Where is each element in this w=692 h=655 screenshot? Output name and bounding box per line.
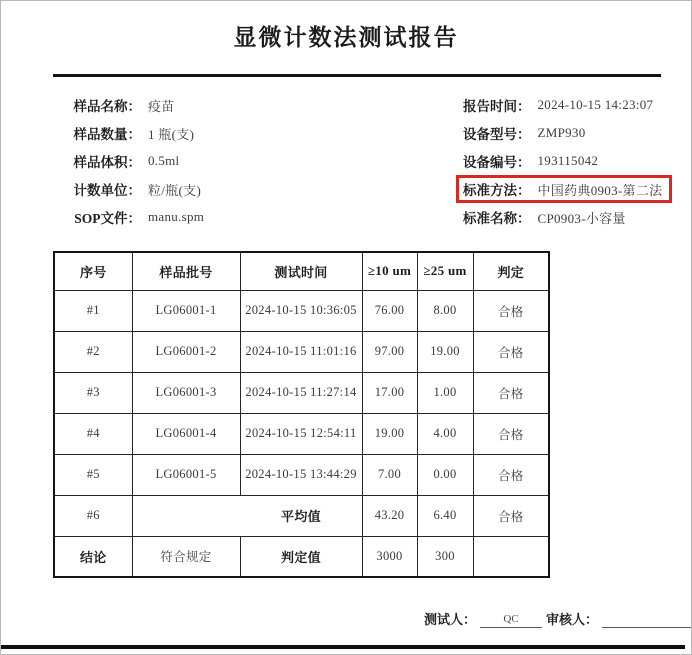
top-divider bbox=[53, 74, 661, 77]
meta-row-standard-name bbox=[463, 203, 672, 231]
cell-no: #3 bbox=[54, 372, 132, 413]
table-header-row bbox=[54, 252, 549, 290]
sop-file-value: manu.spm bbox=[148, 209, 205, 224]
standard-name-value: CP0903-小容量 bbox=[537, 210, 626, 226]
meta-row-standard-method bbox=[463, 175, 672, 203]
cell-result: 合格 bbox=[473, 290, 549, 331]
cell-no: #6 bbox=[54, 495, 132, 536]
cell-ge25: 4.00 bbox=[417, 413, 473, 454]
reviewer-label: 审核人： bbox=[546, 612, 599, 627]
cell-result: 合格 bbox=[473, 495, 549, 536]
col-header-test-time: 测试时间 bbox=[240, 252, 362, 290]
count-unit-value: 粒/瓶(支) bbox=[148, 182, 202, 198]
table-row bbox=[54, 290, 549, 331]
cell-ge10: 43.20 bbox=[362, 495, 417, 536]
cell-ge25: 19.00 bbox=[417, 331, 473, 372]
sample-quantity-label: 样品数量： bbox=[73, 127, 141, 142]
device-model-value: ZMP930 bbox=[537, 125, 586, 140]
bottom-divider bbox=[1, 645, 685, 649]
count-unit-label: 计数单位： bbox=[73, 183, 141, 198]
col-header-ge10um: ≥10 um bbox=[362, 252, 417, 290]
cell-batch: LG06001-4 bbox=[132, 413, 240, 454]
col-header-index: 序号 bbox=[54, 252, 132, 290]
cell-batch: LG06001-5 bbox=[132, 454, 240, 495]
cell-time: 2024-10-15 10:36:05 bbox=[240, 290, 362, 331]
meta-row-sop-file bbox=[53, 203, 204, 231]
meta-row-report-time bbox=[463, 91, 672, 119]
cell-ge10: 76.00 bbox=[362, 290, 417, 331]
meta-right-column bbox=[463, 91, 672, 231]
cell-time: 2024-10-15 11:01:16 bbox=[240, 331, 362, 372]
col-header-judgement: 判定 bbox=[473, 252, 549, 290]
cell-result: 合格 bbox=[473, 454, 549, 495]
sample-name-label: 样品名称： bbox=[73, 99, 141, 114]
cell-time: 2024-10-15 13:44:29 bbox=[240, 454, 362, 495]
sop-file-label: SOP文件： bbox=[74, 211, 141, 226]
cell-ge10: 7.00 bbox=[362, 454, 417, 495]
table-average-row bbox=[54, 495, 549, 536]
sample-volume-value: 0.5ml bbox=[148, 153, 180, 168]
cell-result: 合格 bbox=[473, 372, 549, 413]
cell-result: 合格 bbox=[473, 413, 549, 454]
meta-row-count-unit bbox=[53, 175, 204, 203]
table-row bbox=[54, 454, 549, 495]
table-row bbox=[54, 413, 549, 454]
standard-name-label: 标准名称： bbox=[463, 211, 531, 226]
tester-signature-line: QC bbox=[480, 612, 542, 628]
table-row bbox=[54, 331, 549, 372]
cell-no: #1 bbox=[54, 290, 132, 331]
results-table bbox=[53, 251, 550, 578]
cell-average-label: 平均值 bbox=[132, 495, 362, 536]
reviewer-signature-line bbox=[602, 612, 692, 628]
table-conclusion-row bbox=[54, 536, 549, 577]
cell-no: #2 bbox=[54, 331, 132, 372]
cell-ge10: 19.00 bbox=[362, 413, 417, 454]
standard-method-label: 标准方法： bbox=[463, 183, 531, 198]
cell-conclusion-header: 结论 bbox=[54, 536, 132, 577]
col-header-batch: 样品批号 bbox=[132, 252, 240, 290]
cell-result: 合格 bbox=[473, 331, 549, 372]
sample-name-value: 疫苗 bbox=[148, 98, 175, 114]
sample-volume-label: 样品体积： bbox=[73, 155, 141, 170]
standard-method-value: 中国药典0903-第二法 bbox=[537, 182, 663, 198]
tester-label: 测试人： bbox=[424, 612, 477, 627]
meta-row-sample-name bbox=[53, 91, 204, 119]
meta-row-sample-quantity bbox=[53, 119, 204, 147]
device-serial-label: 设备编号： bbox=[463, 155, 531, 170]
cell-ge25: 0.00 bbox=[417, 454, 473, 495]
cell-ge10-limit: 3000 bbox=[362, 536, 417, 577]
page-title: 显微计数法测试报告 bbox=[233, 25, 459, 50]
device-serial-value: 193115042 bbox=[537, 153, 599, 168]
meta-row-device-model bbox=[463, 119, 672, 147]
cell-conclusion-value: 符合规定 bbox=[132, 536, 240, 577]
meta-row-device-serial bbox=[463, 147, 672, 175]
cell-no: #4 bbox=[54, 413, 132, 454]
cell-batch: LG06001-3 bbox=[132, 372, 240, 413]
table-row bbox=[54, 372, 549, 413]
meta-row-sample-volume bbox=[53, 147, 204, 175]
sample-quantity-value: 1 瓶(支) bbox=[148, 126, 195, 142]
cell-ge25: 1.00 bbox=[417, 372, 473, 413]
cell-time: 2024-10-15 12:54:11 bbox=[240, 413, 362, 454]
cell-ge25-limit: 300 bbox=[417, 536, 473, 577]
cell-judgement-label: 判定值 bbox=[240, 536, 362, 577]
cell-ge25: 8.00 bbox=[417, 290, 473, 331]
cell-empty bbox=[473, 536, 549, 577]
cell-no: #5 bbox=[54, 454, 132, 495]
meta-left-column bbox=[53, 91, 204, 231]
cell-batch: LG06001-2 bbox=[132, 331, 240, 372]
col-header-ge25um: ≥25 um bbox=[417, 252, 473, 290]
report-time-label: 报告时间： bbox=[463, 99, 531, 114]
signature-area bbox=[424, 609, 692, 628]
report-time-value: 2024-10-15 14:23:07 bbox=[537, 97, 654, 112]
cell-ge10: 17.00 bbox=[362, 372, 417, 413]
cell-ge25: 6.40 bbox=[417, 495, 473, 536]
cell-ge10: 97.00 bbox=[362, 331, 417, 372]
cell-time: 2024-10-15 11:27:14 bbox=[240, 372, 362, 413]
device-model-label: 设备型号： bbox=[463, 127, 531, 142]
standard-method-highlight-box bbox=[456, 175, 672, 203]
cell-batch: LG06001-1 bbox=[132, 290, 240, 331]
